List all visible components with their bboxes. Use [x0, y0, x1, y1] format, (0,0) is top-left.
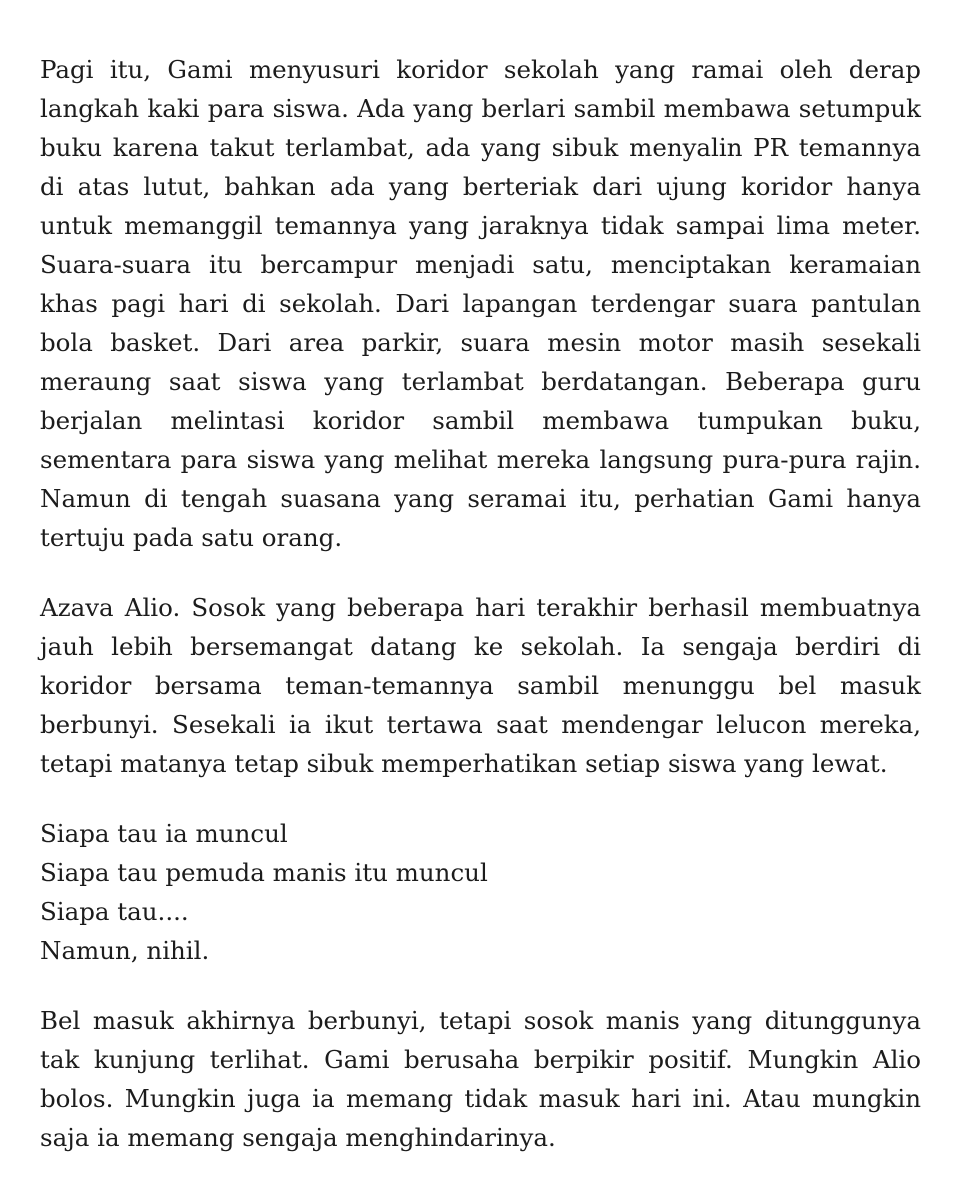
verse-line-1: Siapa tau ia muncul — [40, 819, 288, 848]
verse-line-2: Siapa tau pemuda manis itu muncul — [40, 858, 488, 887]
verse-line-3: Siapa tau.... — [40, 897, 189, 926]
story-paragraph-closing: Bel masuk akhirnya berbunyi, tetapi sosok manis yang ditunggunya tak kunjung terlihat. Gami berusaha berpikir positif. Mungkin Alio bolos. Mungkin juga ia memang tidak masuk hari ini. Atau mungkin saja ia memang sengaja menghindarinya. — [40, 1006, 921, 1152]
verse-line-4: Namun, nihil. — [40, 936, 210, 965]
inner-thought-verse — [40, 814, 921, 970]
story-paragraph-1: Pagi itu, Gami menyusuri koridor sekolah yang ramai oleh derap langkah kaki para siswa. Ada yang berlari sambil membawa setumpuk buku karena takut terlambat, ada yang sibuk menyalin PR temannya di atas lutut, bahkan ada yang berteriak dari ujung koridor hanya untuk memanggil temannya yang jaraknya tidak sampai lima meter. Suara-suara itu bercampur menjadi satu, menciptakan keramaian khas pagi hari di sekolah. Dari lapangan terdengar suara pantulan bola basket. Dari area parkir, suara mesin motor masih sesekali meraung saat siswa yang terlambat berdatangan. Beberapa guru berjalan melintasi koridor sambil membawa tumpukan buku, sementara para siswa yang melihat mereka langsung pura-pura rajin. Namun di tengah suasana yang seramai itu, perhatian Gami hanya tertuju pada satu orang. — [40, 55, 921, 552]
story-page — [40, 50, 921, 1188]
story-paragraph-2: Azava Alio. Sosok yang beberapa hari terakhir berhasil membuatnya jauh lebih bersemangat datang ke sekolah. Ia sengaja berdiri di koridor bersama teman-temannya sambil menunggu bel masuk berbunyi. Sesekali ia ikut tertawa saat mendengar lelucon mereka, tetapi matanya tetap sibuk memperhatikan setiap siswa yang lewat. — [40, 593, 921, 778]
